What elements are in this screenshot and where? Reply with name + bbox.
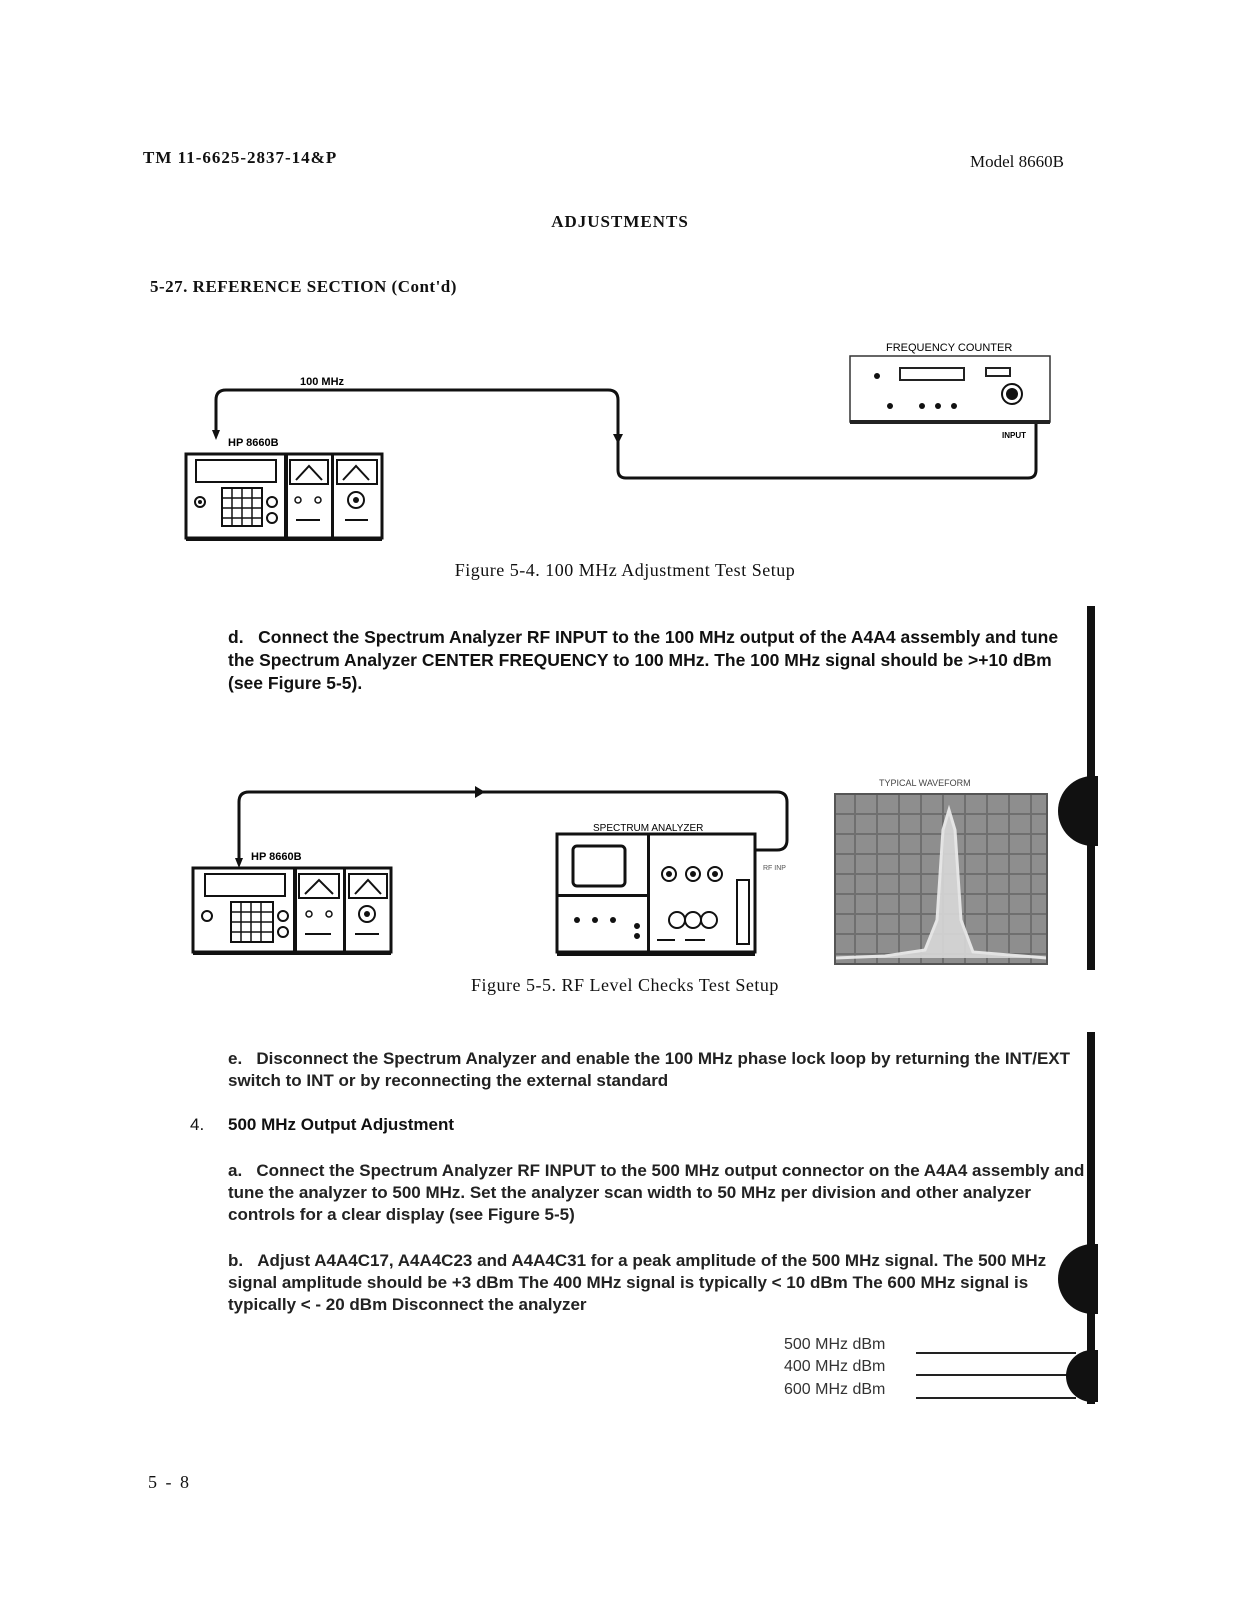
step-e-letter: e. (228, 1049, 243, 1068)
record-600mhz-line[interactable] (916, 1397, 1076, 1399)
source-label: HP 8660B (228, 437, 279, 449)
input-label: INPUT (1002, 431, 1026, 440)
waveform-label: TYPICAL WAVEFORM (879, 778, 971, 788)
step-e (228, 1048, 1088, 1092)
signal-label: 100 MHz (300, 376, 345, 388)
record-600mhz-label: 600 MHz dBm (784, 1381, 886, 1398)
cable-100mhz (216, 390, 618, 440)
figure-5-5-diagram (185, 770, 1065, 970)
arrow-cable-rf (475, 786, 485, 798)
record-400mhz-label: 400 MHz dBm (784, 1358, 886, 1375)
model-number: Model 8660B (970, 152, 1064, 171)
page-number: 5 - 8 (148, 1472, 191, 1492)
section-heading: 5-27. REFERENCE SECTION (Cont'd) (150, 277, 457, 296)
hp8660b-instrument-1 (186, 454, 382, 541)
page-title: ADJUSTMENTS (551, 212, 689, 231)
record-400mhz-line[interactable] (916, 1374, 1076, 1376)
document-number: TM 11-6625-2837-14&P (143, 148, 338, 167)
arrow-into-source (212, 430, 220, 440)
item-4-number: 4. (190, 1115, 205, 1134)
typical-waveform-display (835, 778, 1047, 964)
record-500mhz-line[interactable] (916, 1352, 1076, 1354)
frequency-counter-instrument (850, 342, 1050, 440)
analyzer-label: SPECTRUM ANALYZER (593, 823, 704, 834)
hp8660b-instrument-2 (193, 868, 391, 955)
figure-5-4-caption: Figure 5-4. 100 MHz Adjustment Test Setup (454, 560, 796, 580)
figure-5-5-caption: Figure 5-5. RF Level Checks Test Setup (471, 975, 779, 995)
step-4b-letter: b. (228, 1251, 244, 1270)
source-label-2: HP 8660B (251, 851, 302, 863)
step-d-letter: d. (228, 627, 244, 647)
figure-5-4-diagram (180, 330, 1070, 545)
step-4a (228, 1160, 1088, 1226)
step-4a-letter: a. (228, 1161, 243, 1180)
spectrum-analyzer-instrument (557, 823, 786, 956)
record-500mhz-label: 500 MHz dBm (784, 1336, 886, 1353)
counter-label: FREQUENCY COUNTER (886, 342, 1013, 354)
step-4a-text: Connect the Spectrum Analyzer RF INPUT to the 500 MHz output connector on the A4A4 assembly and tune the analyzer to 500 MHz. Set the analyzer scan width to 50 MHz per division and other analyzer controls for a clear display (see Figure 5-5) (228, 1161, 1085, 1224)
item-4-heading: 500 MHz Output Adjustment (228, 1115, 455, 1134)
change-bar-2 (1087, 1032, 1095, 1404)
step-4b (228, 1250, 1068, 1316)
step-d-text: Connect the Spectrum Analyzer RF INPUT to the 100 MHz output of the A4A4 assembly and tune the Spectrum Analyzer CENTER FREQUENCY to 100 MHz. The 100 MHz signal should be >+10 dBm (see Figure 5-5). (228, 627, 1059, 693)
step-4b-text: Adjust A4A4C17, A4A4C23 and A4A4C31 for a peak amplitude of the 500 MHz signal. The 500 MHz signal amplitude should be +3 dBm The 400 MHz signal is typically < 10 dBm The 600 MHz signal is typically < - 20 dBm Disconnect the analyzer (228, 1251, 1047, 1314)
step-d (228, 626, 1088, 695)
binder-hole-3 (1066, 1350, 1098, 1402)
rf-input-label: RF INP (763, 865, 786, 872)
step-e-text: Disconnect the Spectrum Analyzer and enable the 100 MHz phase lock loop by returning the INT/EXT switch to INT or by reconnecting the external standard (228, 1049, 1071, 1090)
